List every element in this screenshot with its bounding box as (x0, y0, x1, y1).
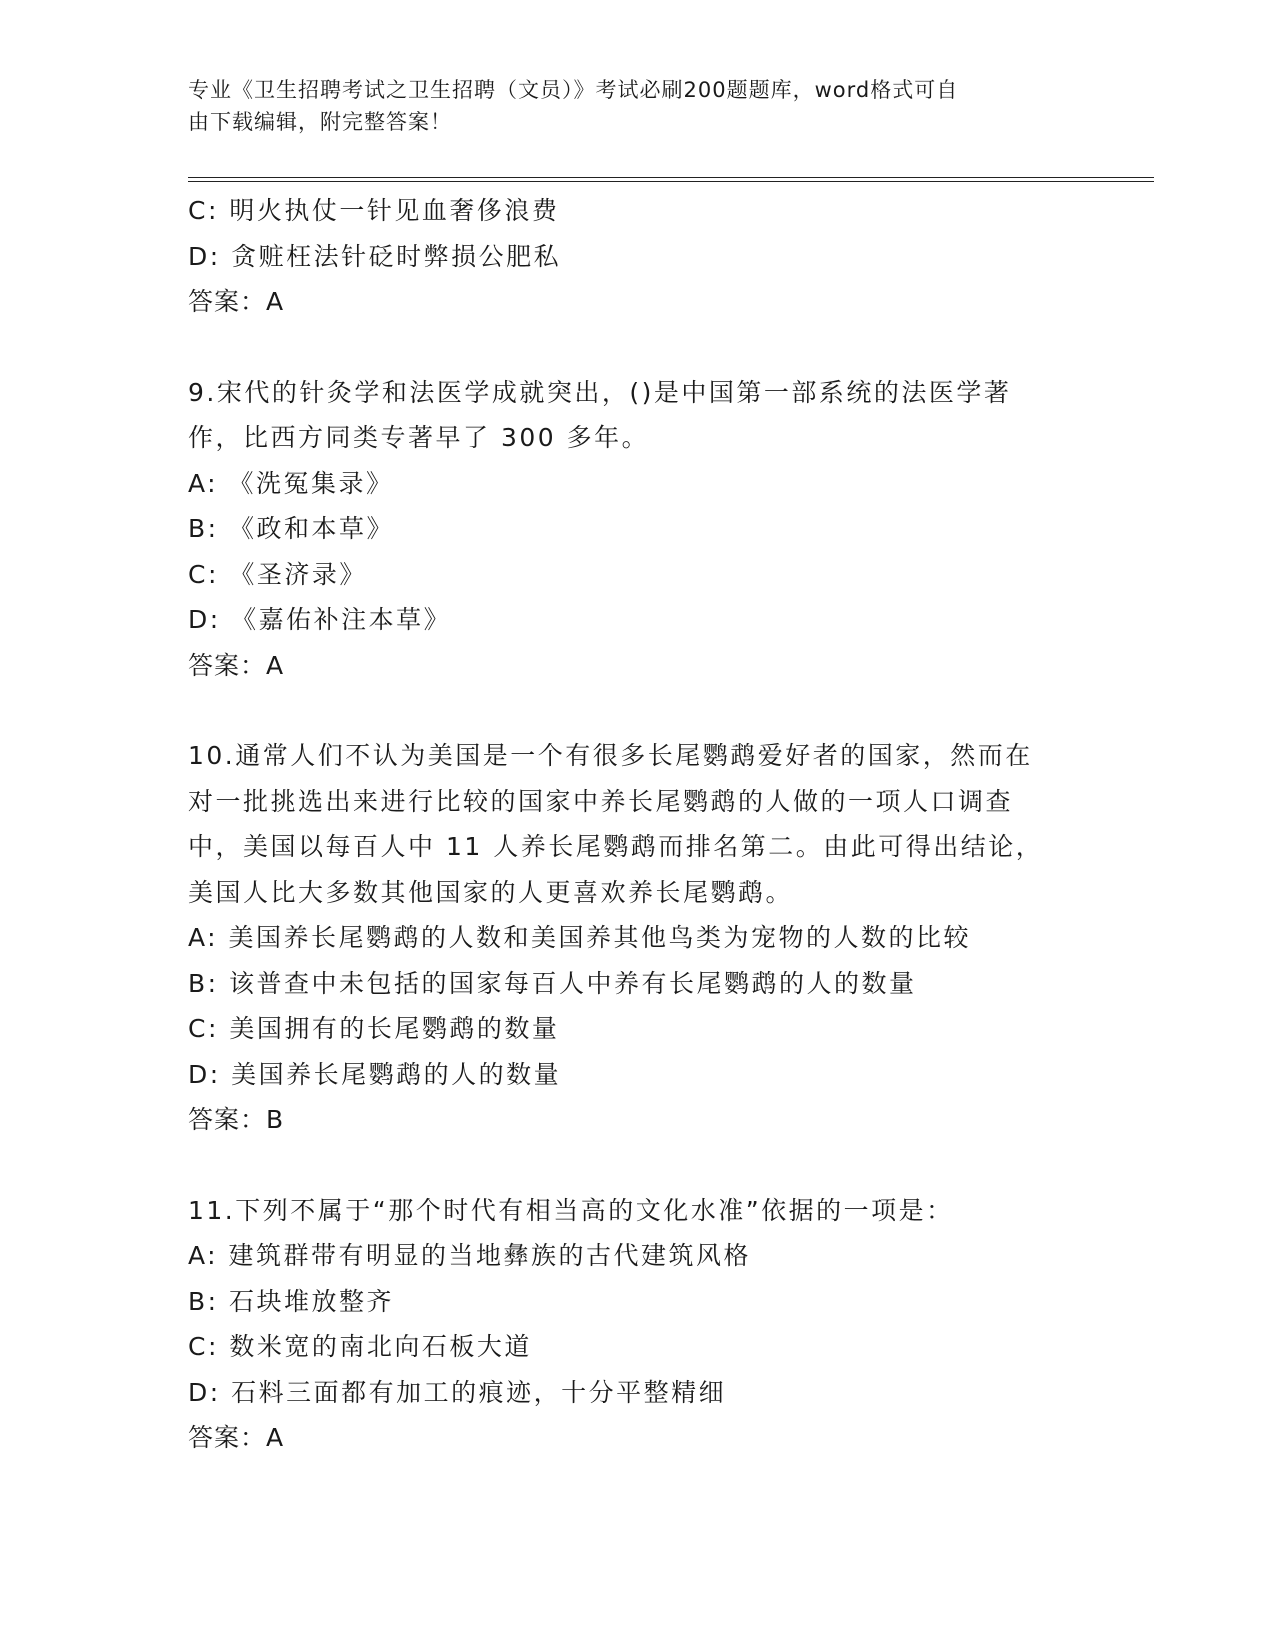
option-d: D: 美国养长尾鹦鹉的人的数量 (188, 1059, 562, 1089)
option-d: D: 贪赃枉法针砭时弊损公肥私 (188, 241, 562, 271)
option-a: A: 建筑群带有明显的当地彝族的古代建筑风格 (188, 1241, 752, 1270)
option-c: C: 美国拥有的长尾鹦鹉的数量 (188, 1014, 560, 1043)
header-title-line-2: 由下载编辑，附完整答案！ (188, 110, 452, 134)
question-10 (188, 733, 1088, 1143)
question-9 (188, 370, 1088, 689)
option-c: C: 数米宽的南北向石板大道 (188, 1332, 532, 1361)
question-8-tail (188, 188, 1088, 325)
option-a: A: 《洗冤集录》 (188, 468, 394, 498)
answer-line: 答案：A (188, 287, 285, 316)
answer-line: 答案：A (188, 1423, 285, 1452)
answer-line: 答案：A (188, 650, 285, 680)
page-header (188, 74, 1068, 138)
answer-line: 答案：B (188, 1105, 285, 1134)
spacer (188, 688, 1088, 733)
option-a: A: 美国养长尾鹦鹉的人数和美国养其他鸟类为宠物的人数的比较 (188, 923, 972, 952)
question-stem: 作，比西方同类专著早了 300 多年。 (188, 423, 650, 452)
spacer (188, 325, 1088, 370)
option-d: D: 石料三面都有加工的痕迹，十分平整精细 (188, 1377, 727, 1407)
question-stem: 9.宋代的针灸学和法医学成就突出，()是中国第一部系统的法医学著 (188, 377, 1012, 407)
header-title-line-1: 专业《卫生招聘考试之卫生招聘（文员）》考试必刷200题题库，word格式可自 (188, 78, 959, 102)
option-d: D: 《嘉佑补注本草》 (188, 605, 452, 634)
question-11 (188, 1188, 1088, 1461)
option-c: C: 《圣济录》 (188, 559, 367, 589)
question-stem: 美国人比大多数其他国家的人更喜欢养长尾鹦鹉。 (188, 877, 794, 907)
option-b: B: 该普查中未包括的国家每百人中养有长尾鹦鹉的人的数量 (188, 968, 917, 998)
header-divider (188, 177, 1154, 182)
spacer (188, 1143, 1088, 1188)
question-stem: 中，美国以每百人中 11 人养长尾鹦鹉而排名第二。由此可得出结论， (188, 832, 1044, 861)
question-stem: 10.通常人们不认为美国是一个有很多长尾鹦鹉爱好者的国家，然而在 (188, 741, 1033, 770)
question-stem: 对一批挑选出来进行比较的国家中养长尾鹦鹉的人做的一项人口调查 (188, 786, 1014, 816)
option-c: C: 明火执仗一针见血奢侈浪费 (188, 196, 560, 225)
option-b: B: 《政和本草》 (188, 514, 395, 543)
question-list (188, 188, 1088, 1461)
question-stem: 11.下列不属于“那个时代有相当高的文化水准”依据的一项是： (188, 1195, 954, 1225)
option-b: B: 石块堆放整齐 (188, 1286, 395, 1316)
